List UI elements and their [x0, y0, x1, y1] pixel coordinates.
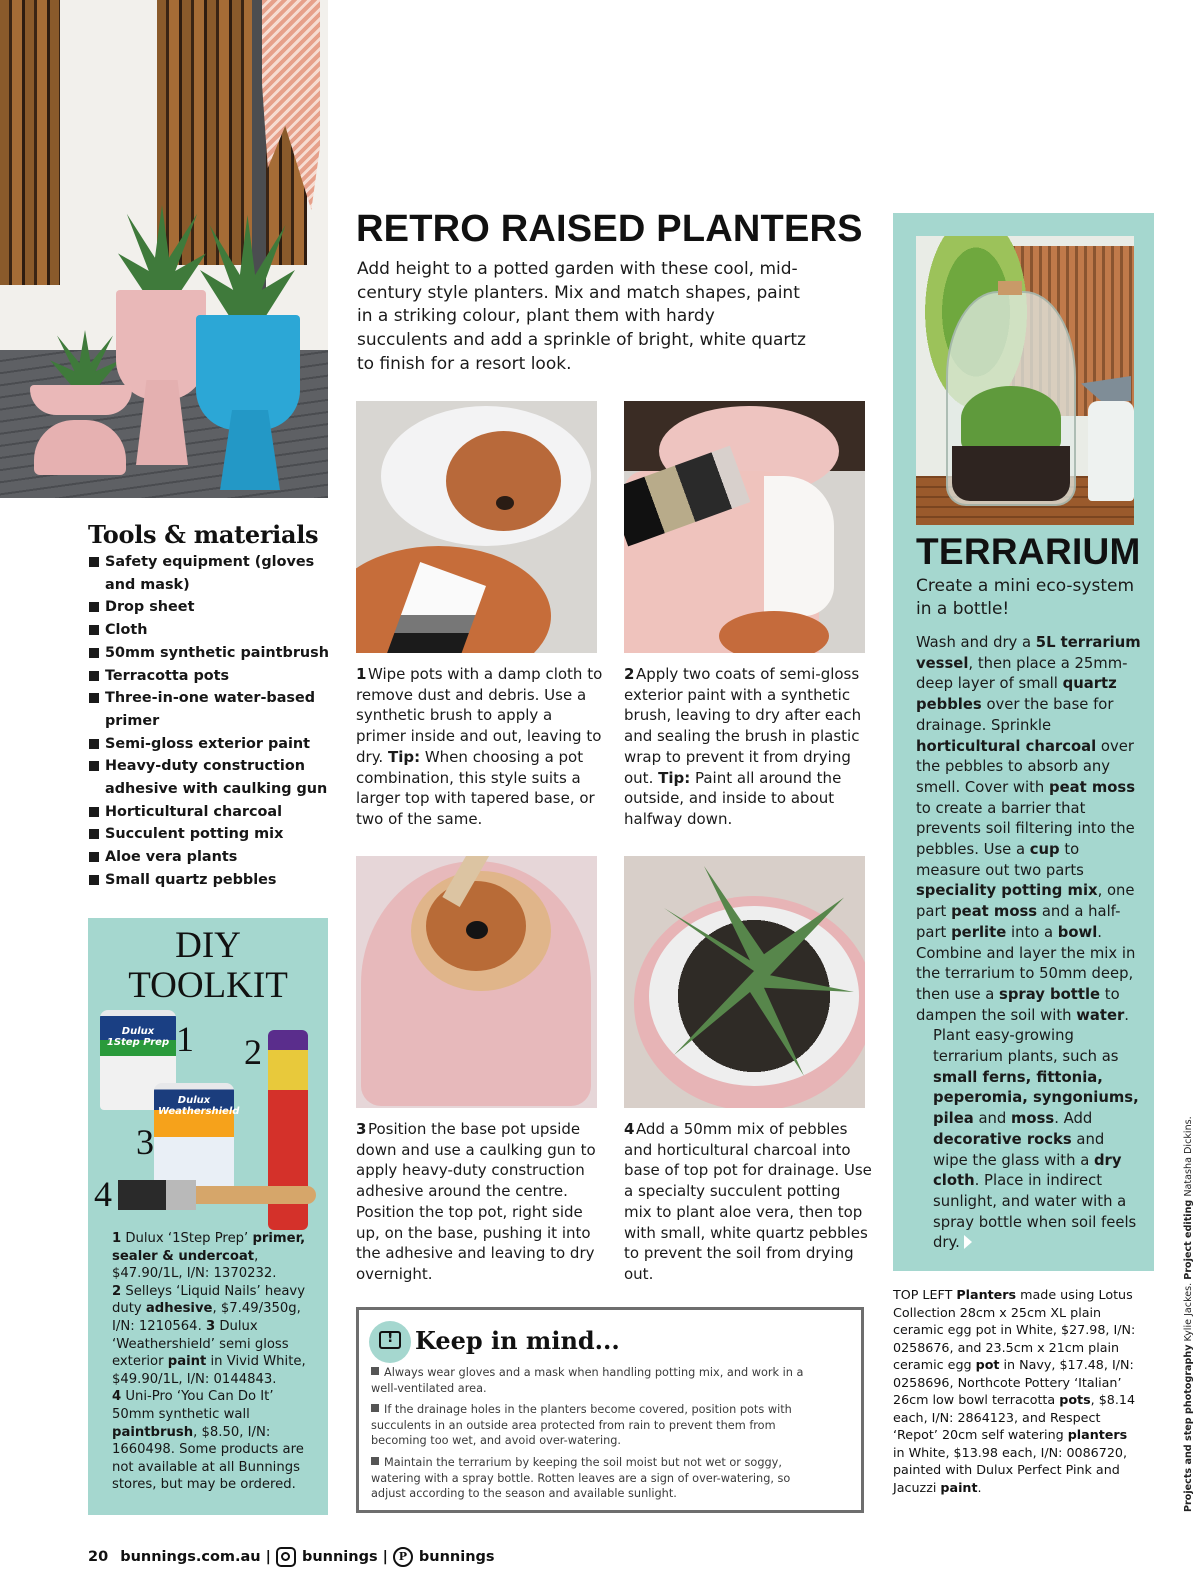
- tools-item: Horticultural charcoal: [88, 801, 338, 824]
- spray-bottle: [1088, 401, 1134, 501]
- terrarium-panel: [893, 213, 1154, 1271]
- product-number: 3: [136, 1122, 154, 1162]
- tools-list: [88, 551, 338, 892]
- step-4-text: 4 Add a 50mm mix of pebbles and horticultural charcoal into base of top pot for drainage. Use a specialty succulent potting mix to plant aloe vera, then top with small, white quartz pebbles to prevent the soil from drying out.: [624, 1120, 872, 1283]
- tools-item: Small quartz pebbles: [88, 869, 338, 892]
- timber-slats: [0, 0, 60, 285]
- bullet-square-icon: [371, 1457, 379, 1465]
- tools-heading: Tools & materials: [88, 520, 319, 549]
- paint-can-image: Dulux Weathershield: [154, 1083, 234, 1191]
- terrarium-title: TERRARIUM: [916, 531, 1141, 572]
- terrarium-body: [916, 633, 1141, 1254]
- low-pink-planter: [30, 385, 132, 415]
- product-number: 4: [94, 1174, 112, 1214]
- keep-in-mind-item: Always wear gloves and a mask when handling potting mix, and work in a well-ventilated area.: [371, 1366, 804, 1395]
- article-intro: Add height to a potted garden with these cool, mid-century style planters. Mix and match shapes, paint in a striking colour, plant them with hardy succulents and add a sprinkle of bright, white quartz to finish for a resort look.: [357, 259, 806, 374]
- tools-item: Aloe vera plants: [88, 846, 338, 869]
- bullet-square-icon: [371, 1404, 379, 1412]
- diy-toolkit-panel: [88, 918, 328, 1515]
- step-2-photo: [624, 401, 865, 653]
- pinterest-icon: P: [393, 1547, 413, 1567]
- step-3-photo: [356, 856, 597, 1108]
- separator: |: [265, 1549, 271, 1565]
- tools-item: 50mm synthetic paintbrush: [88, 642, 338, 665]
- bullet-square-icon: [371, 1367, 379, 1375]
- planters-product-caption: TOP LEFT Planters made using Lotus Collection 28cm x 25cm XL plain ceramic egg pot in White, $27.98, I/N: 0258676, and 23.5cm x 21cm plain ceramic egg pot in Navy, $17.48, I/N: 0258696, Northcote Pottery ‘Italian’ 26cm low bowl terracotta pots, $8.14 each, I/N: 2864123, and Respect ‘Repot’ 20cm self watering planters in White, $13.98 each, I/N: 0086720, painted with Dulux Perfect Pink and Jacuzzi paint.: [893, 1287, 1136, 1495]
- tools-item: Three-in-one water-based primer: [88, 687, 338, 732]
- keep-in-mind-title: Keep in mind...: [415, 1326, 620, 1355]
- website-link[interactable]: bunnings.com.au: [120, 1549, 261, 1565]
- tools-item: Safety equipment (gloves and mask): [88, 551, 338, 596]
- alert-speech-bubble-icon: [369, 1321, 411, 1363]
- separator: |: [382, 1549, 388, 1565]
- product-number: 2: [244, 1032, 262, 1072]
- product-number: 1: [176, 1019, 194, 1059]
- page-footer: [88, 1547, 495, 1567]
- article-title: RETRO RAISED PLANTERS: [356, 208, 863, 250]
- tools-item: Semi-gloss exterior paint: [88, 733, 338, 756]
- primer-can-image: Dulux 1Step Prep: [100, 1010, 176, 1110]
- tools-item: Succulent potting mix: [88, 823, 338, 846]
- step-3-text: 3 Position the base pot upside down and use a caulking gun to apply heavy-duty construction adhesive around the centre. Position the top pot, right side up, on the base, pushing it into the adhesive and leaving to dry overnight.: [356, 1120, 596, 1283]
- continue-arrow-icon: [964, 1235, 972, 1249]
- terrarium-paragraph-2: Plant easy-growing terrarium plants, such as small ferns, fittonia, peperomia, syngoniums, pilea and moss. Add decorative rocks and wipe the glass with a dry cloth. Place in indirect sunlight, and water with a spray bottle when soil feels dry.: [933, 1027, 1139, 1252]
- photo-credit: Projects and step photography Kylie Jackes. Project editing Natasha Dickins.: [1183, 1116, 1194, 1512]
- keep-in-mind-item: Maintain the terrarium by keeping the soil moist but not wet or soggy, watering with a spray bottle. Rotten leaves are a sign of over-watering, so adjust according to the season and available sunlight.: [371, 1455, 791, 1501]
- keep-in-mind-list: [371, 1365, 816, 1508]
- instagram-handle[interactable]: bunnings: [301, 1549, 378, 1565]
- toolkit-product-details: 1 Dulux ‘1Step Prep’ primer, sealer & undercoat, $47.90/1L, I/N: 1370232. 2 Selleys ‘Liquid Nails’ heavy duty adhesive, $7.49/350g, I/N: 1210564. 3 Dulux ‘Weathershield’ semi gloss exterior paint in Vivid White, $49.90/1L, I/N: 0144843. 4 Uni-Pro ‘You Can Do It’ 50mm synthetic wall paintbrush, $8.50, I/N: 1660498. Some products are not available at all Bunnings stores, but may be ordered.: [112, 1231, 306, 1493]
- keep-in-mind-box: [356, 1307, 864, 1513]
- tools-item: Terracotta pots: [88, 665, 338, 688]
- step-1-photo: [356, 401, 597, 653]
- instagram-icon: [276, 1547, 296, 1567]
- step-1-text: 1 Wipe pots with a damp cloth to remove dust and debris. Use a synthetic brush to apply a primer inside and out, leaving to dry. Tip: When choosing a pot combination, this style suits a larger top with tapered base, or two of the same.: [356, 665, 603, 828]
- keep-in-mind-item: If the drainage holes in the planters become covered, position pots with succulents in an outside area protected from rain to prevent them from becoming too wet, and avoid over-watering.: [371, 1403, 792, 1448]
- page-number: 20: [88, 1549, 109, 1565]
- hero-photo-planters: [0, 0, 328, 498]
- tools-item: Cloth: [88, 619, 338, 642]
- step-2-text: 2 Apply two coats of semi-gloss exterior paint with a synthetic brush, leaving to dry after each and sealing the brush in plastic wrap to prevent it from drying out. Tip: Paint all around the outside, and inside to about halfway down.: [624, 665, 862, 828]
- step-4-photo: [624, 856, 865, 1108]
- tools-item: Heavy-duty construction adhesive with caulking gun: [88, 755, 338, 800]
- paintbrush-image: [118, 1180, 316, 1210]
- terrarium-subtitle: Create a mini eco-system in a bottle!: [916, 576, 1135, 619]
- pinterest-handle[interactable]: bunnings: [418, 1549, 495, 1565]
- terrarium-photo: [916, 236, 1134, 525]
- terrarium-paragraph-1: Wash and dry a 5L terrarium vessel, then place a 25mm-deep layer of small quartz pebbles over the base for drainage. Sprinkle horticultural charcoal over the pebbles to absorb any smell. Cover with peat moss to create a barrier that prevents soil filtering into the pebbles. Use a cup to measure out two parts speciality potting mix, one part peat moss and a half-part perlite into a bowl. Combine and layer the mix in the terrarium to 50mm deep, then use a spray bottle to dampen the soil with water.: [916, 634, 1141, 1024]
- tools-item: Drop sheet: [88, 596, 338, 619]
- toolkit-title: DIY TOOLKIT: [128, 925, 288, 1006]
